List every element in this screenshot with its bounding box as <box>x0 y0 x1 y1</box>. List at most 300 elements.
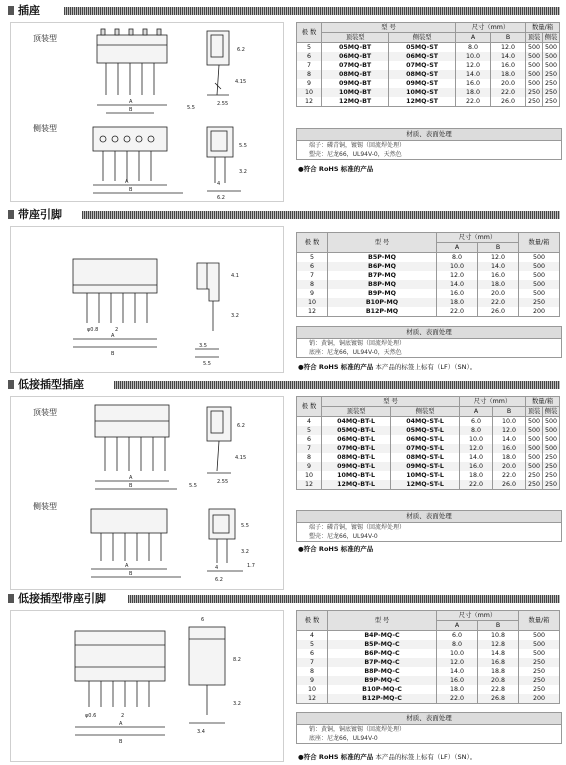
table-body <box>297 417 560 490</box>
label-top-type: 顶装型 <box>33 34 57 43</box>
table-cell: 500 <box>526 52 543 61</box>
dim-label: B <box>129 571 133 577</box>
dim-label: B <box>129 107 133 113</box>
col-size-a: A <box>456 33 491 43</box>
table-cell: 20.0 <box>493 462 526 471</box>
drawing-panel <box>10 226 284 373</box>
table-cell: 26.0 <box>478 307 519 317</box>
model-cell: 12MQ-ST-L <box>391 480 460 490</box>
col-model: 型 号 <box>328 233 437 253</box>
pin-count-cell: 9 <box>297 462 322 471</box>
table-body <box>297 253 560 317</box>
model-cell: 12MQ-ST <box>389 97 456 107</box>
table-cell: 16.0 <box>491 61 526 70</box>
table-cell: 10.0 <box>493 417 526 427</box>
table-cell: 500 <box>543 43 560 53</box>
dim-label: A <box>129 99 133 105</box>
table-row <box>297 631 560 641</box>
dim-label: 2 <box>121 713 125 719</box>
model-cell: B5P-MQ-C <box>328 640 437 649</box>
table-cell: 250 <box>519 298 560 307</box>
table-cell: 500 <box>526 79 543 88</box>
table-cell: 500 <box>519 253 560 263</box>
table-cell: 22.0 <box>437 307 478 317</box>
dim-label: 2.55 <box>217 101 229 107</box>
table-row <box>297 298 560 307</box>
rohs-note <box>298 544 373 553</box>
model-cell: 10MQ-ST <box>389 88 456 97</box>
drawing-panel <box>10 396 284 590</box>
table-cell: 26.0 <box>491 97 526 107</box>
col-model: 型 号 <box>328 611 437 631</box>
dim-label: B <box>129 483 133 489</box>
spec-table <box>296 396 560 490</box>
table-body <box>297 43 560 107</box>
pin-count-cell: 7 <box>297 271 328 280</box>
rohs-mark: ●符合 RoHS 标准的产品 <box>298 363 374 371</box>
material-box <box>296 510 562 542</box>
pin-count-cell: 5 <box>297 253 328 263</box>
table-cell: 8.0 <box>460 426 493 435</box>
table-row <box>297 307 560 317</box>
model-cell: B12P-MQ-C <box>328 694 437 704</box>
table-cell: 500 <box>519 262 560 271</box>
table-cell: 500 <box>526 43 543 53</box>
material-title: 材质、表面处理 <box>297 511 561 523</box>
col-qty: 数量/箱 <box>526 397 560 407</box>
model-cell: 10MQ-ST-L <box>391 471 460 480</box>
table-cell: 14.0 <box>491 52 526 61</box>
section-marker <box>8 594 14 603</box>
section-bar <box>82 211 560 219</box>
pin-count-cell: 5 <box>297 43 322 53</box>
spec-table <box>296 232 560 317</box>
table-cell: 16.0 <box>460 462 493 471</box>
model-cell: 09MQ-BT <box>322 79 389 88</box>
rohs-note <box>298 164 373 173</box>
table-cell: 500 <box>543 61 560 70</box>
table-cell: 500 <box>526 61 543 70</box>
model-cell: 04MQ-BT-L <box>322 417 391 427</box>
pin-count-cell: 8 <box>297 70 322 79</box>
material-line: 底座：尼龙66，UL94V-0，天然色 <box>309 349 402 356</box>
dim-label: 6.2 <box>215 577 223 583</box>
col-size-a: A <box>437 621 478 631</box>
table-cell: 250 <box>526 97 543 107</box>
pin-count-cell: 8 <box>297 280 328 289</box>
table-cell: 250 <box>519 685 560 694</box>
col-qty-top: 顶装 <box>526 33 543 43</box>
material-box <box>296 712 562 744</box>
pin-count-cell: 10 <box>297 471 322 480</box>
pin-count-cell: 7 <box>297 61 322 70</box>
model-cell: B10P-MQ <box>328 298 437 307</box>
material-line: 塑壳：尼龙66，UL94V-0 <box>309 533 378 540</box>
table-cell: 26.8 <box>478 694 519 704</box>
rohs-label-note: 本产品的标签上标有（LF）（SN）。 <box>375 363 477 371</box>
technical-drawing <box>11 227 283 372</box>
table-cell: 16.0 <box>493 444 526 453</box>
table-row <box>297 453 560 462</box>
table-cell: 18.0 <box>437 685 478 694</box>
table-cell: 500 <box>543 52 560 61</box>
material-box <box>296 128 562 160</box>
table-row <box>297 88 560 97</box>
section-bar <box>128 595 560 603</box>
col-model-side: 侧装型 <box>391 407 460 417</box>
table-cell: 22.0 <box>491 88 526 97</box>
model-cell: 09MQ-ST <box>389 79 456 88</box>
table-row <box>297 444 560 453</box>
col-model-top: 顶装型 <box>322 33 389 43</box>
section-pin-header <box>0 208 566 373</box>
dim-label: 4.15 <box>235 79 247 85</box>
dim-label: 1.7 <box>247 563 255 569</box>
table-row <box>297 61 560 70</box>
rohs-note <box>298 752 476 761</box>
material-line: 端子：磷青铜，镀锡（回流焊处理） <box>309 142 406 149</box>
material-line: 端子：磷青铜，镀锡（回流焊处理） <box>309 524 406 531</box>
table-cell: 16.0 <box>456 79 491 88</box>
model-cell: B8P-MQ-C <box>328 667 437 676</box>
table-cell: 12.0 <box>493 426 526 435</box>
col-qty: 数量/箱 <box>519 611 560 631</box>
dim-label: B <box>129 187 133 193</box>
model-cell: 09MQ-ST-L <box>391 462 460 471</box>
material-line: 塑壳：尼龙66，UL94V-0，天然色 <box>309 151 402 158</box>
table-cell: 26.0 <box>493 480 526 490</box>
model-cell: 10MQ-BT <box>322 88 389 97</box>
table-cell: 18.0 <box>491 70 526 79</box>
table-row <box>297 52 560 61</box>
pin-count-cell: 12 <box>297 480 322 490</box>
table-cell: 500 <box>526 462 543 471</box>
pin-count-cell: 12 <box>297 694 328 704</box>
table-cell: 16.0 <box>437 676 478 685</box>
dim-label: A <box>111 333 115 339</box>
table-cell: 20.8 <box>478 676 519 685</box>
dim-label: B <box>111 351 115 357</box>
table-cell: 500 <box>543 444 560 453</box>
table-cell: 500 <box>526 417 543 427</box>
model-cell: 08MQ-BT <box>322 70 389 79</box>
table-cell: 22.0 <box>460 480 493 490</box>
table-row <box>297 667 560 676</box>
table-cell: 22.0 <box>437 694 478 704</box>
pin-count-cell: 7 <box>297 444 322 453</box>
table-cell: 14.0 <box>478 262 519 271</box>
table-row <box>297 262 560 271</box>
rohs-mark: ●符合 RoHS 标准的产品 <box>298 753 374 761</box>
dim-label: 5.5 <box>203 361 211 367</box>
table-row <box>297 640 560 649</box>
table-cell: 250 <box>543 97 560 107</box>
table-row <box>297 694 560 704</box>
dim-label: 4.15 <box>235 455 247 461</box>
material-line: 销：黄铜，铜底镀锡（回流焊处理） <box>309 726 406 733</box>
table-cell: 12.0 <box>460 444 493 453</box>
table-cell: 18.0 <box>456 88 491 97</box>
pin-count-cell: 4 <box>297 417 322 427</box>
model-cell: 10MQ-BT-L <box>322 471 391 480</box>
table-row <box>297 417 560 427</box>
table-cell: 500 <box>519 640 560 649</box>
col-qty: 数量/箱 <box>526 23 560 33</box>
section-bar <box>64 7 560 15</box>
table-row <box>297 43 560 53</box>
table-cell: 12.0 <box>478 253 519 263</box>
section-marker <box>8 6 14 15</box>
table-cell: 10.8 <box>478 631 519 641</box>
table-row <box>297 289 560 298</box>
table-cell: 10.0 <box>437 649 478 658</box>
table-cell: 14.0 <box>437 667 478 676</box>
dim-label: 5.5 <box>189 483 197 489</box>
table-row <box>297 253 560 263</box>
drawing-panel <box>10 22 284 202</box>
pin-count-cell: 5 <box>297 426 322 435</box>
dim-label: 6.2 <box>237 423 245 429</box>
table-cell: 18.8 <box>478 667 519 676</box>
table-row <box>297 480 560 490</box>
dim-label: 5.5 <box>241 523 249 529</box>
model-cell: 06MQ-ST <box>389 52 456 61</box>
model-cell: 09MQ-BT-L <box>322 462 391 471</box>
col-qty-top: 顶装 <box>526 407 543 417</box>
model-cell: 12MQ-BT <box>322 97 389 107</box>
col-pins: 极 数 <box>297 611 328 631</box>
model-cell: 05MQ-ST <box>389 43 456 53</box>
material-title: 材质、表面处理 <box>297 327 561 339</box>
dim-label: 4 <box>217 181 221 187</box>
table-row <box>297 685 560 694</box>
dim-label: A <box>119 721 123 727</box>
model-cell: B6P-MQ <box>328 262 437 271</box>
pin-count-cell: 8 <box>297 667 328 676</box>
model-cell: B7P-MQ-C <box>328 658 437 667</box>
material-line: 底座：尼龙66，UL94V-0 <box>309 735 378 742</box>
model-cell: B6P-MQ-C <box>328 649 437 658</box>
section-header <box>4 208 560 222</box>
table-cell: 14.0 <box>456 70 491 79</box>
col-pins: 极 数 <box>297 397 322 417</box>
section-title: 低接插型插座 <box>18 378 84 391</box>
table-cell: 16.0 <box>437 289 478 298</box>
table-cell: 6.0 <box>437 631 478 641</box>
model-cell: 08MQ-BT-L <box>322 453 391 462</box>
pin-count-cell: 6 <box>297 52 322 61</box>
col-qty: 数量/箱 <box>519 233 560 253</box>
dim-label: 3.5 <box>199 343 207 349</box>
col-size-b: B <box>491 33 526 43</box>
pin-count-cell: 6 <box>297 262 328 271</box>
col-size-a: A <box>437 243 478 253</box>
table-cell: 200 <box>519 694 560 704</box>
model-cell: B8P-MQ <box>328 280 437 289</box>
pin-count-cell: 4 <box>297 631 328 641</box>
model-cell: 06MQ-ST-L <box>391 435 460 444</box>
section-title: 低接插型带座引脚 <box>18 592 106 605</box>
table-row <box>297 676 560 685</box>
model-cell: 04MQ-ST-L <box>391 417 460 427</box>
model-cell: 08MQ-ST-L <box>391 453 460 462</box>
table-cell: 500 <box>526 70 543 79</box>
dim-label: φ0.6 <box>85 713 97 719</box>
model-cell: 07MQ-ST <box>389 61 456 70</box>
dim-label: 3.2 <box>231 313 239 319</box>
col-size: 尺寸（mm） <box>437 611 519 621</box>
table-cell: 10.0 <box>460 435 493 444</box>
section-title: 插座 <box>18 4 40 17</box>
table-cell: 250 <box>543 453 560 462</box>
section-bar <box>114 381 560 389</box>
table-cell: 500 <box>543 435 560 444</box>
table-cell: 14.0 <box>460 453 493 462</box>
col-model-side: 侧装型 <box>389 33 456 43</box>
table-cell: 8.0 <box>437 640 478 649</box>
dim-label: 3.4 <box>197 729 205 735</box>
col-model: 型 号 <box>322 397 460 407</box>
col-pins: 极 数 <box>297 233 328 253</box>
table-row <box>297 435 560 444</box>
section-header <box>4 592 560 606</box>
table-cell: 8.0 <box>456 43 491 53</box>
table-cell: 12.8 <box>478 640 519 649</box>
table-cell: 250 <box>519 658 560 667</box>
table-cell: 500 <box>526 435 543 444</box>
table-cell: 20.0 <box>491 79 526 88</box>
label-side-type: 侧装型 <box>33 502 57 511</box>
col-size-b: B <box>478 621 519 631</box>
model-cell: B9P-MQ-C <box>328 676 437 685</box>
model-cell: 07MQ-BT <box>322 61 389 70</box>
material-title: 材质、表面处理 <box>297 129 561 141</box>
dim-label: 3.2 <box>233 701 241 707</box>
section-header <box>4 4 560 18</box>
col-size-a: A <box>460 407 493 417</box>
table-cell: 250 <box>526 471 543 480</box>
table-cell: 16.8 <box>478 658 519 667</box>
table-cell: 250 <box>543 70 560 79</box>
dim-label: 2 <box>115 327 119 333</box>
table-cell: 250 <box>543 88 560 97</box>
table-cell: 16.0 <box>478 271 519 280</box>
section-header <box>4 378 560 392</box>
pin-count-cell: 9 <box>297 289 328 298</box>
table-cell: 10.0 <box>456 52 491 61</box>
col-qty-side: 侧装 <box>543 33 560 43</box>
table-cell: 20.0 <box>478 289 519 298</box>
dim-label: 4 <box>215 565 219 571</box>
table-cell: 500 <box>543 426 560 435</box>
table-cell: 18.0 <box>493 453 526 462</box>
material-title: 材质、表面处理 <box>297 713 561 725</box>
rohs-label-note: 本产品的标签上标有（LF）（SN）。 <box>375 753 477 761</box>
table-cell: 10.0 <box>437 262 478 271</box>
table-cell: 22.0 <box>456 97 491 107</box>
section-low-pin-header <box>0 592 566 764</box>
col-size: 尺寸（mm） <box>437 233 519 243</box>
model-cell: B10P-MQ-C <box>328 685 437 694</box>
dim-label: 6.2 <box>237 47 245 53</box>
section-title: 带座引脚 <box>18 208 62 221</box>
table-cell: 250 <box>519 676 560 685</box>
col-pins: 极 数 <box>297 23 322 43</box>
table-row <box>297 426 560 435</box>
table-cell: 8.0 <box>437 253 478 263</box>
table-cell: 12.0 <box>437 658 478 667</box>
table-cell: 250 <box>526 88 543 97</box>
pin-count-cell: 9 <box>297 676 328 685</box>
table-row <box>297 271 560 280</box>
drawing-panel <box>10 610 284 762</box>
table-cell: 18.0 <box>460 471 493 480</box>
model-cell: 07MQ-ST-L <box>391 444 460 453</box>
model-cell: 05MQ-BT-L <box>322 426 391 435</box>
table-cell: 500 <box>526 453 543 462</box>
dim-label: A <box>129 475 133 481</box>
section-socket <box>0 4 566 201</box>
dim-label: A <box>125 179 129 185</box>
rohs-mark: ●符合 RoHS 标准的产品 <box>298 545 374 553</box>
dim-label: B <box>119 739 123 745</box>
model-cell: 07MQ-BT-L <box>322 444 391 453</box>
model-cell: B4P-MQ-C <box>328 631 437 641</box>
table-cell: 500 <box>526 426 543 435</box>
table-cell: 22.0 <box>493 471 526 480</box>
table-row <box>297 471 560 480</box>
pin-count-cell: 9 <box>297 79 322 88</box>
table-row <box>297 462 560 471</box>
label-top-type: 顶装型 <box>33 408 57 417</box>
table-row <box>297 649 560 658</box>
material-box <box>296 326 562 358</box>
table-row <box>297 658 560 667</box>
dim-label: 5.5 <box>187 105 195 111</box>
dim-label: 3.2 <box>241 549 249 555</box>
rohs-mark: ●符合 RoHS 标准的产品 <box>298 165 374 173</box>
table-cell: 250 <box>543 471 560 480</box>
technical-drawing <box>11 397 283 589</box>
table-cell: 500 <box>519 289 560 298</box>
dim-label: A <box>125 563 129 569</box>
dim-label: 5.5 <box>239 143 247 149</box>
table-cell: 500 <box>526 444 543 453</box>
table-cell: 18.0 <box>437 298 478 307</box>
table-cell: 14.8 <box>478 649 519 658</box>
col-qty-side: 侧装 <box>543 407 560 417</box>
pin-count-cell: 7 <box>297 658 328 667</box>
col-model-top: 顶装型 <box>322 407 391 417</box>
model-cell: 08MQ-ST <box>389 70 456 79</box>
pin-count-cell: 12 <box>297 97 322 107</box>
table-cell: 500 <box>519 271 560 280</box>
pin-count-cell: 8 <box>297 453 322 462</box>
technical-drawing <box>11 611 283 761</box>
dim-label: φ0.8 <box>87 327 99 333</box>
table-cell: 14.0 <box>493 435 526 444</box>
table-cell: 12.0 <box>437 271 478 280</box>
dim-label: 6.2 <box>217 195 225 201</box>
dim-label: 2.55 <box>217 479 229 485</box>
pin-count-cell: 10 <box>297 685 328 694</box>
table-cell: 250 <box>543 480 560 490</box>
table-row <box>297 70 560 79</box>
table-cell: 250 <box>543 79 560 88</box>
dim-label: 8.2 <box>233 657 241 663</box>
pin-count-cell: 12 <box>297 307 328 317</box>
pin-count-cell: 10 <box>297 298 328 307</box>
